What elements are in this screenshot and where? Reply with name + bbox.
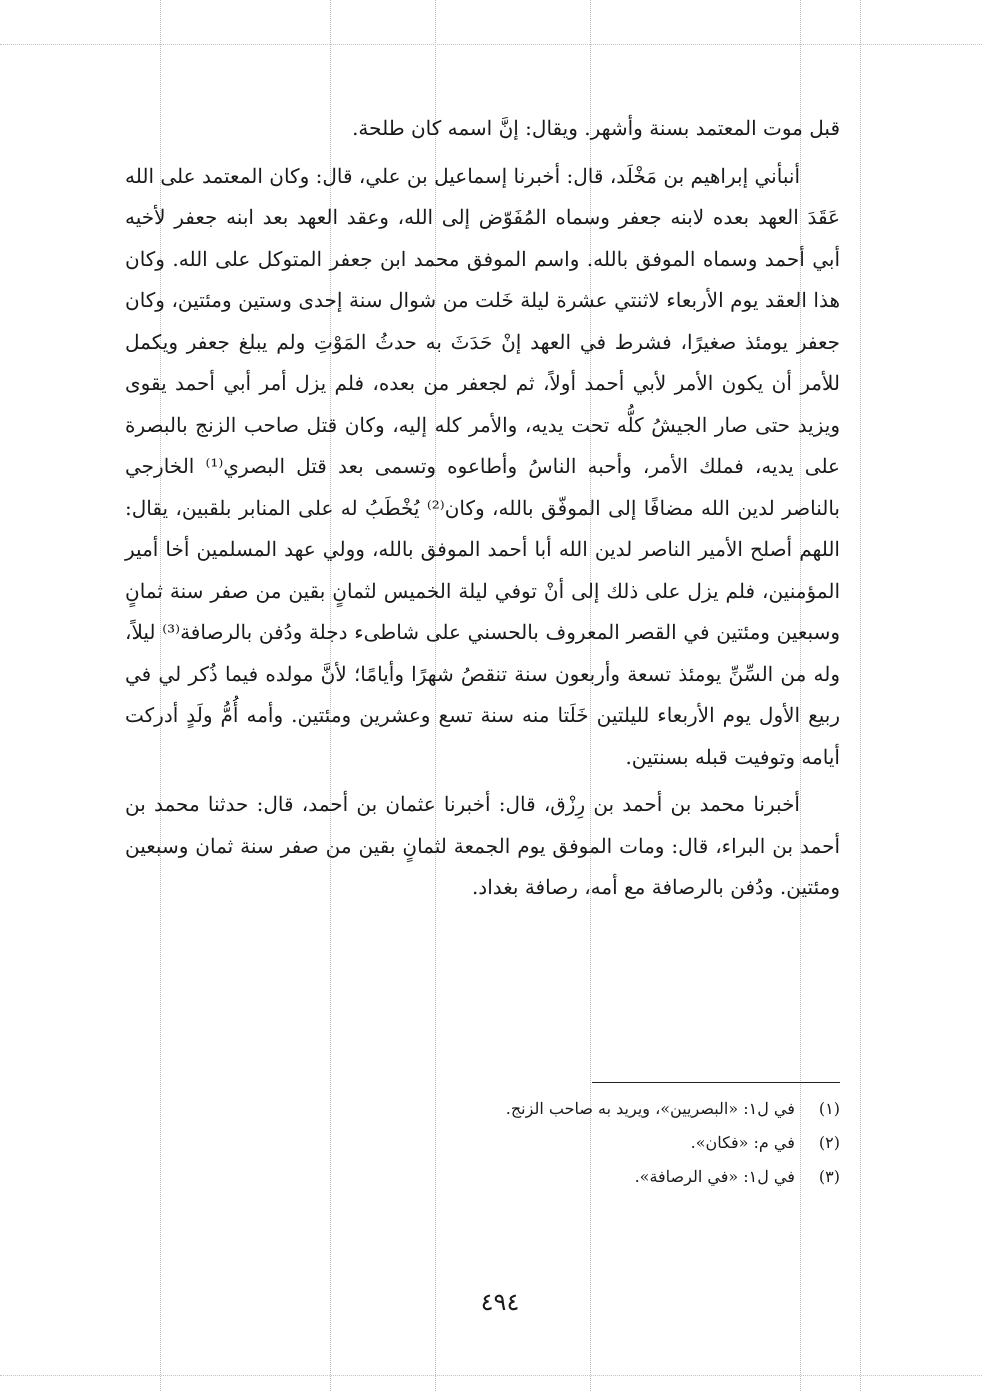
footnote-number: (١) bbox=[818, 1099, 840, 1118]
footnote bbox=[300, 1126, 840, 1160]
footnotes bbox=[300, 1092, 840, 1194]
footnote-number: (٢) bbox=[818, 1133, 840, 1152]
footnote-text: في م: «فكان». bbox=[690, 1133, 795, 1152]
footnote-number: (٣) bbox=[818, 1167, 840, 1186]
paragraph: قبل موت المعتمد بسنة وأشهر. ويقال: إنَّ اسمه كان طلحة. bbox=[352, 116, 840, 140]
guide-line bbox=[0, 44, 982, 45]
footnote-text: في ل١: «في الرصافة». bbox=[634, 1167, 795, 1186]
footnote bbox=[300, 1160, 840, 1194]
paragraph: أنبأني إبراهيم بن مَخْلَد، قال: أخبرنا إسماعيل بن علي، قال: وكان المعتمد على الله عَقَدَ العهد بعده لابنه جعفر وسماه المُفَوّض إلى الله، وعقد العهد بعد ابنه جعفر لأخيه أبي أحمد وسماه الموفق بالله. واسم الموفق محمد ابن جعفر المتوكل على الله. وكان هذا العقد يوم الأربعاء لاثنتي عشرة ليلة خَلت من شوال سنة إحدى وستين ومئتين، وكان جعفر يومئذ صغيرًا، فشرط في العهد إنْ حَدَثَ به حدثُ المَوْتِ ولم يبلغ جعفر ويكمل للأمر أن يكون الأمر لأبي أحمد أولاً، ثم لجعفر من بعده، فلم يزل أمر أبي أحمد يقوى ويزيد حتى صار الجيشُ كلُّه تحت يديه، والأمر كله إليه، وكان قتل صاحب الزنج بالبصرة على يديه، فملك الأمر، وأحبه الناسُ وأطاعوه وتسمى بعد قتل البصري⁽¹⁾ الخارجي بالناصر لدين الله مضافًا إلى الموفّق بالله، وكان⁽²⁾ يُخْطَبُ له على المنابر بلقبين، يقال: اللهم أصلح الأمير الناصر لدين الله أبا أحمد الموفق بالله، وولي عهد المسلمين أخا أمير المؤمنين، فلم يزل على ذلك إلى أنْ توفي ليلة الخميس لثمانٍ بقين من صفر سنة ثمانٍ وسبعين ومئتين في القصر المعروف بالحسني على شاطىء دجلة ودُفن بالرصافة⁽³⁾ ليلاً، وله من السِّنِّ يومئذ تسعة وأربعون سنة تنقصُ شهرًا وأيامًا؛ لأنَّ مولده فيما ذُكر لي في ربيع الأول يوم الأربعاء لليلتين خَلَتا منه سنة تسع وعشرين ومئتين. وأمه أُمُّ ولَدٍ أدركت أيامه وتوفيت قبله بسنتين. bbox=[125, 163, 840, 769]
footnote-text: في ل١: «البصريين»، ويريد به صاحب الزنج. bbox=[505, 1099, 795, 1118]
guide-line bbox=[0, 1375, 982, 1376]
guide-line bbox=[860, 0, 861, 1391]
body-text bbox=[125, 108, 840, 909]
footnote bbox=[300, 1092, 840, 1126]
page-number: ٤٩٤ bbox=[480, 1288, 520, 1316]
footnote-separator bbox=[592, 1082, 840, 1083]
paragraph: أخبرنا محمد بن أحمد بن رِزْق، قال: أخبرنا عثمان بن أحمد، قال: حدثنا محمد بن أحمد بن البراء، قال: ومات الموفق يوم الجمعة لثمانٍ بقين من صفر سنة ثمان وسبعين ومئتين. ودُفن بالرصافة مع أمه، رصافة بغداد. bbox=[125, 792, 840, 899]
